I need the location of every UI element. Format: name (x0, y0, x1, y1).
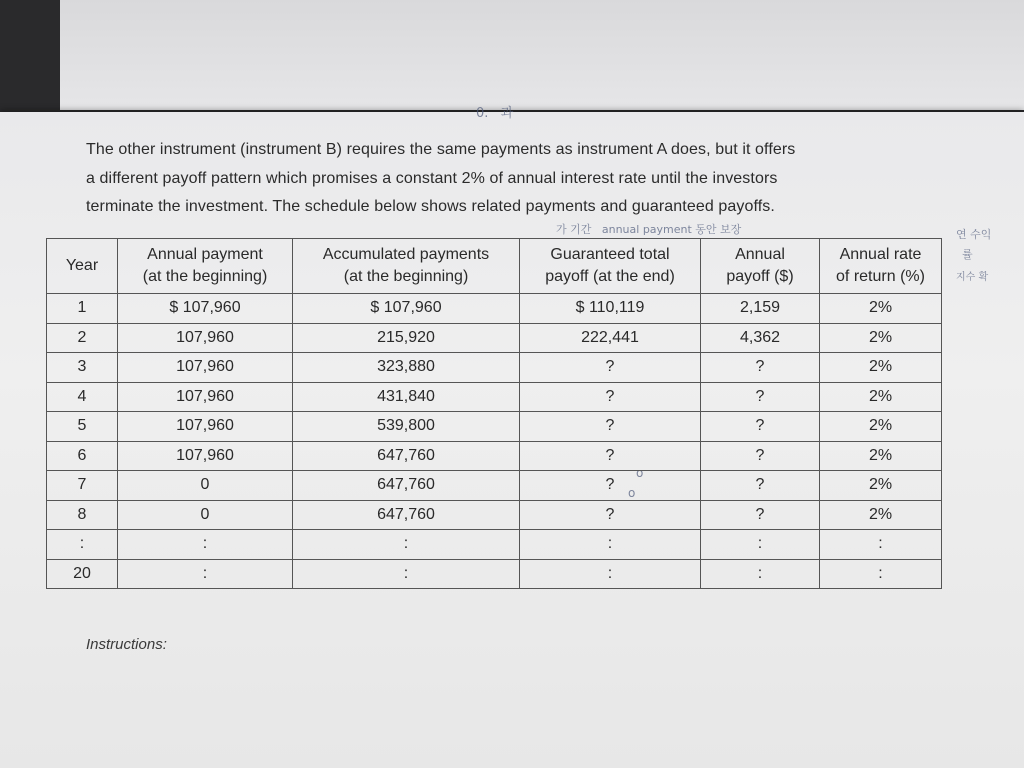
handwriting-mark: 0. 과 (476, 106, 514, 121)
cell-rate: 2% (820, 500, 942, 530)
cell-accumulated: 539,800 (293, 412, 520, 442)
cell-annual-payoff: ? (701, 441, 820, 471)
cell-rate: 2% (820, 353, 942, 383)
cell-rate: 2% (820, 294, 942, 324)
cell-year: 5 (47, 412, 118, 442)
handwriting-mark: o (636, 466, 644, 480)
cell-year: 8 (47, 500, 118, 530)
table-row (47, 559, 942, 589)
paragraph-line-2: a different payoff pattern which promises a constant 2% of annual interest rate until the investors (86, 169, 778, 187)
cell-guaranteed-total: ? (520, 412, 701, 442)
back-page (60, 0, 1024, 110)
cell-year: 1 (47, 294, 118, 324)
cell-year: 3 (47, 353, 118, 383)
cell-year: 4 (47, 382, 118, 412)
table-row (47, 294, 942, 324)
cell-rate: 2% (820, 471, 942, 501)
cell-annual-payment: 107,960 (118, 382, 293, 412)
cell-annual-payment: 107,960 (118, 323, 293, 353)
table-row (47, 441, 942, 471)
cell-accumulated: : (293, 530, 520, 560)
handwriting-mark: 지수 확 (956, 272, 989, 283)
cell-accumulated: : (293, 559, 520, 589)
cell-year: 2 (47, 323, 118, 353)
table-row (47, 471, 942, 501)
cell-annual-payoff: : (701, 559, 820, 589)
cell-accumulated: $ 107,960 (293, 294, 520, 324)
col-header-accumulated: Accumulated payments (at the beginning) (293, 239, 520, 294)
table-row (47, 500, 942, 530)
cell-year: 7 (47, 471, 118, 501)
cell-accumulated: 323,880 (293, 353, 520, 383)
cell-guaranteed-total: : (520, 559, 701, 589)
cell-guaranteed-total: 222,441 (520, 323, 701, 353)
cell-guaranteed-total: ? (520, 353, 701, 383)
cell-guaranteed-total: ? (520, 441, 701, 471)
cell-accumulated: 647,760 (293, 471, 520, 501)
cell-accumulated: 215,920 (293, 323, 520, 353)
col-header-annual-payment: Annual payment (at the beginning) (118, 239, 293, 294)
cell-rate: 2% (820, 412, 942, 442)
cell-year: 20 (47, 559, 118, 589)
handwriting-mark: 가 기간 annual payment 동안 보장 (556, 223, 742, 236)
col-header-annual-payoff: Annual payoff ($) (701, 239, 820, 294)
cell-year: 6 (47, 441, 118, 471)
cell-guaranteed-total: ? (520, 500, 701, 530)
cell-annual-payoff: ? (701, 382, 820, 412)
cell-annual-payoff: : (701, 530, 820, 560)
cell-rate: : (820, 530, 942, 560)
cell-rate: 2% (820, 382, 942, 412)
cell-annual-payoff: 4,362 (701, 323, 820, 353)
cell-annual-payoff: ? (701, 500, 820, 530)
cell-annual-payoff: ? (701, 471, 820, 501)
table-header-row (47, 239, 942, 294)
handwriting-mark: o (628, 486, 636, 500)
table-row (47, 353, 942, 383)
cell-annual-payment: $ 107,960 (118, 294, 293, 324)
handwriting-mark: 률 (962, 248, 973, 261)
paragraph-line-3: terminate the investment. The schedule below shows related payments and guaranteed payoffs. (86, 198, 775, 215)
cell-annual-payment: 107,960 (118, 412, 293, 442)
cell-accumulated: 647,760 (293, 500, 520, 530)
cell-guaranteed-total: : (520, 530, 701, 560)
cell-annual-payment: 0 (118, 500, 293, 530)
cell-annual-payment: 0 (118, 471, 293, 501)
cell-guaranteed-total: $ 110,119 (520, 294, 701, 324)
instructions-label: Instructions: (86, 636, 167, 653)
cell-accumulated: 647,760 (293, 441, 520, 471)
table-row (47, 412, 942, 442)
handwriting-mark: 연 수익 (956, 228, 992, 241)
cell-rate: 2% (820, 441, 942, 471)
cell-rate: 2% (820, 323, 942, 353)
cell-guaranteed-total: ? (520, 382, 701, 412)
table-row (47, 530, 942, 560)
cell-annual-payment: 107,960 (118, 441, 293, 471)
cell-annual-payment: : (118, 559, 293, 589)
intro-paragraph (86, 136, 956, 222)
cell-year: : (47, 530, 118, 560)
table-row (47, 323, 942, 353)
paragraph-line-1: The other instrument (instrument B) requires the same payments as instrument A does, but it offers (86, 141, 796, 158)
cell-rate: : (820, 559, 942, 589)
cell-guaranteed-total: ? (520, 471, 701, 501)
cell-annual-payoff: ? (701, 353, 820, 383)
table-row (47, 382, 942, 412)
cell-accumulated: 431,840 (293, 382, 520, 412)
cell-annual-payment: : (118, 530, 293, 560)
col-header-guaranteed-total: Guaranteed total payoff (at the end) (520, 239, 701, 294)
schedule-table (46, 238, 942, 589)
cell-annual-payment: 107,960 (118, 353, 293, 383)
cell-annual-payoff: 2,159 (701, 294, 820, 324)
col-header-year: Year (47, 239, 118, 294)
col-header-rate: Annual rate of return (%) (820, 239, 942, 294)
cell-annual-payoff: ? (701, 412, 820, 442)
